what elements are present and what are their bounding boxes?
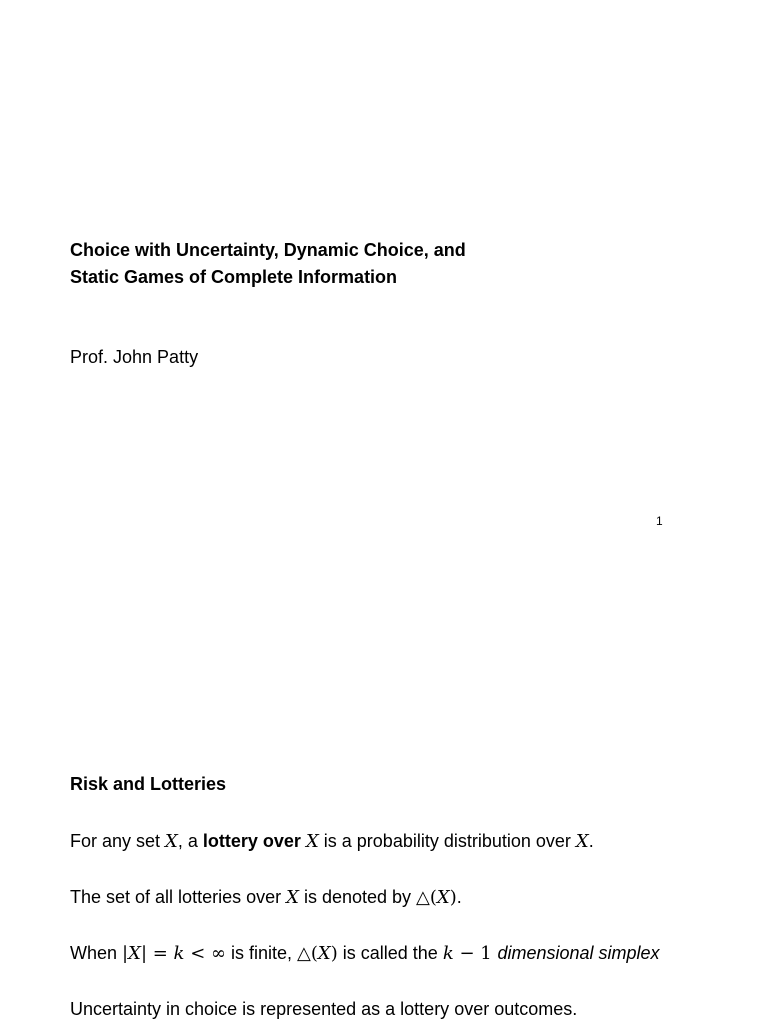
paragraph-lottery-definition: For any set X, a lottery over X is a probability distribution over X. xyxy=(70,831,594,852)
paragraph-uncertainty: Uncertainty in choice is represented as a lottery over outcomes. xyxy=(70,999,578,1019)
page-number: 1 xyxy=(656,514,663,528)
title-line-1: Choice with Uncertainty, Dynamic Choice, and xyxy=(70,240,466,260)
document-title xyxy=(70,237,466,291)
paragraph-lottery-set: The set of all lotteries over X is denoted by △(X). xyxy=(70,887,462,908)
title-line-2: Static Games of Complete Information xyxy=(70,267,398,287)
paragraph-simplex: When |X| = k < ∞ is finite, △(X) is called the k − 1 dimensional simplex xyxy=(70,943,660,964)
section-heading: Risk and Lotteries xyxy=(70,774,227,794)
author-name: Prof. John Patty xyxy=(70,347,199,367)
